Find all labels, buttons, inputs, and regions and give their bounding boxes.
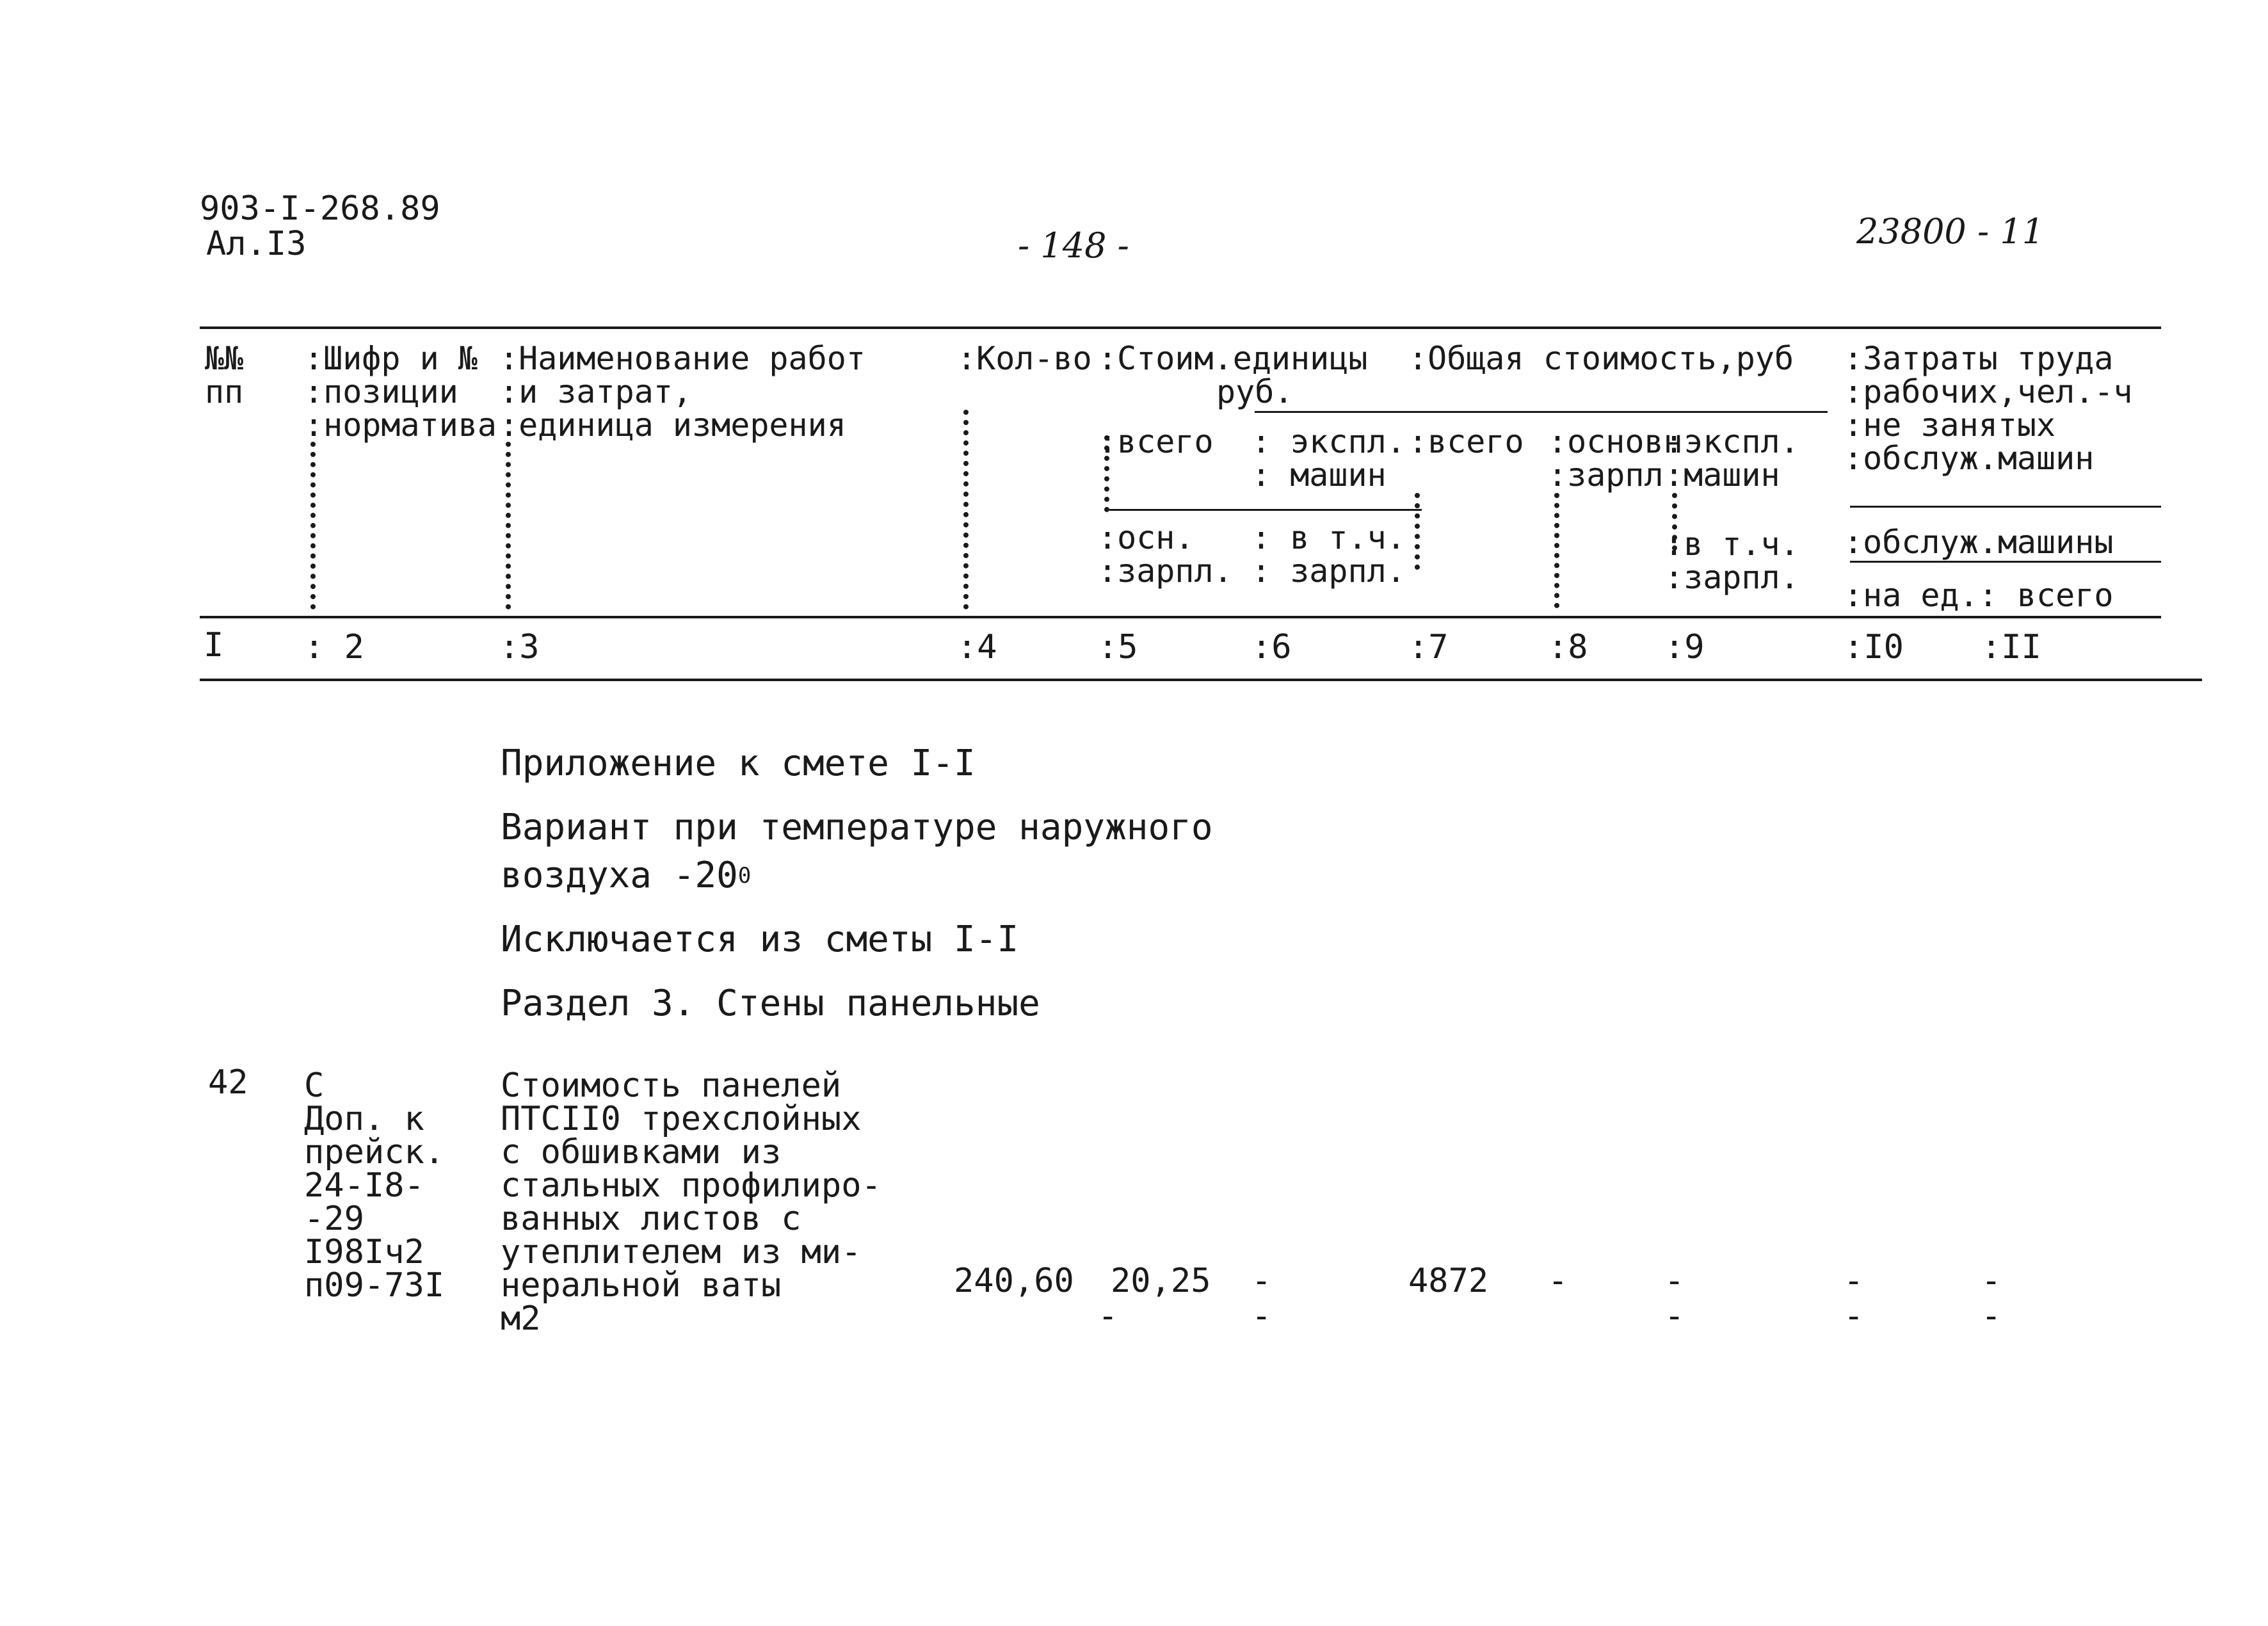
row-name-unit: м2 <box>501 1300 541 1338</box>
separator-dots <box>310 442 316 609</box>
header-col9-bot-line1: :в т.ч. <box>1664 526 1799 563</box>
row-code-line2: Доп. к <box>304 1100 424 1138</box>
row-name-line1: Стоимость панелей <box>501 1067 842 1105</box>
page-number: - 148 - <box>1018 225 1129 266</box>
row-code-line6: I98Iч2 <box>304 1233 424 1271</box>
row-name-line7: неральной ваты <box>501 1266 782 1305</box>
row-code-line4: 24-I8- <box>304 1166 424 1205</box>
header-labor-line3: :не занятых <box>1844 406 2056 444</box>
row-code-line7: п09-73I <box>304 1266 445 1305</box>
column-number-2: : 2 <box>304 628 364 666</box>
table-top-rule <box>200 326 2161 329</box>
header-col6-line1: : экспл. <box>1251 423 1406 460</box>
header-col3-line1: :Наименование работ <box>499 340 865 377</box>
header-col5-wage-line1: :осн. <box>1098 519 1194 556</box>
column-number-8: :8 <box>1548 628 1588 666</box>
header-col9-bot-line2: :зарпл. <box>1664 559 1799 596</box>
column-number-7: :7 <box>1408 628 1449 666</box>
document-code: 903-I-268.89 <box>200 189 440 228</box>
row-name-line2: ПТСII0 трехслойных <box>501 1100 862 1138</box>
variant-note-line2: воздуха $-20^0$ <box>501 855 752 896</box>
section-title: Раздел 3. Стены панельные <box>501 983 1040 1024</box>
column-number-1: I <box>204 626 224 664</box>
row-total-machine-wage: - <box>1664 1297 1685 1335</box>
header-col6-bot-line1: : в т.ч. <box>1251 519 1406 556</box>
row-total-wage: - <box>1548 1262 1568 1300</box>
header-labor-machines: :обслуж.машины <box>1844 524 2114 561</box>
row-unit-machine-wage: - <box>1251 1297 1272 1335</box>
header-labor-line1: :Затраты труда <box>1844 340 2114 377</box>
row-name-line6: утеплителем из ми- <box>501 1233 862 1271</box>
header-labor-line4: :обслуж.машин <box>1844 440 2095 477</box>
header-col3-line3: :единица измерения <box>499 406 846 444</box>
album-number: Ал.I3 <box>206 225 307 263</box>
row-labor-total-2: - <box>1981 1297 2002 1335</box>
column-number-10: :I0 <box>1844 628 1904 666</box>
labor-subrule <box>1850 506 2161 508</box>
total-cost-underline <box>1255 411 1828 413</box>
row-quantity: 240,60 <box>954 1262 1074 1300</box>
header-total-cost-title: :Общая стоимость,руб <box>1408 340 1794 377</box>
excluded-note: Исключается из сметы I-I <box>501 919 1019 960</box>
row-code-line3: прейск. <box>304 1133 445 1171</box>
header-col5-wage-line2: :зарпл. <box>1098 552 1233 590</box>
row-labor-unit-2: - <box>1844 1297 1864 1335</box>
inventory-number: 23800 - 11 <box>1856 211 2045 252</box>
separator-dots <box>1415 493 1420 570</box>
header-col6-bot-line2: : зарпл. <box>1251 552 1406 590</box>
column-number-4: :4 <box>957 628 997 666</box>
row-code-line5: -29 <box>304 1200 364 1238</box>
column-number-3: :3 <box>499 628 540 666</box>
row-total: 4872 <box>1408 1262 1489 1300</box>
header-col2-line3: :норматива <box>304 406 497 444</box>
row-name-line4: стальных профилиро- <box>501 1166 881 1205</box>
header-unit-cost-rub: руб. <box>1216 373 1294 410</box>
column-number-11: :II <box>1981 628 2041 666</box>
row-total-machines: - <box>1664 1262 1685 1300</box>
header-labor-unit-total: :на ед.: всего <box>1844 577 2114 614</box>
column-numbers-rule <box>200 679 2202 681</box>
row-unit-machines: - <box>1251 1262 1272 1300</box>
header-col6-line2: : машин <box>1251 456 1387 494</box>
header-col9-line2: :машин <box>1664 456 1780 494</box>
header-col2-line2: :позиции <box>304 373 458 410</box>
header-col9-line1: :экспл. <box>1664 423 1799 460</box>
row-labor-unit: - <box>1844 1262 1864 1300</box>
appendix-note: Приложение к смете I-I <box>501 743 976 784</box>
row-name-line5: ванных листов с <box>501 1200 801 1238</box>
header-col1-line1: №№ <box>205 340 244 377</box>
header-col5-total: :всего <box>1098 423 1214 460</box>
row-unit-wage: - <box>1098 1297 1118 1335</box>
header-col1-line2: пп <box>205 373 244 410</box>
header-unit-cost-title: :Стоим.единицы <box>1098 340 1368 377</box>
column-number-5: :5 <box>1098 628 1138 666</box>
separator-dots <box>506 442 511 609</box>
unit-cost-subrule <box>1109 509 1422 511</box>
row-number: 42 <box>208 1063 248 1102</box>
variant-note-line1: Вариант при температуре наружного <box>501 807 1213 848</box>
header-col8-line2: :зарпл <box>1548 456 1664 494</box>
row-unit-total: 20,25 <box>1111 1262 1211 1300</box>
header-col2-line1: :Шифр и № <box>304 340 478 377</box>
header-col7-total: :всего <box>1408 423 1524 460</box>
separator-dots <box>963 410 969 609</box>
header-col4: :Кол-во <box>957 340 1092 377</box>
labor-subrule-2 <box>1850 561 2161 563</box>
header-labor-line2: :рабочих,чел.-ч <box>1844 373 2133 410</box>
column-number-6: :6 <box>1251 628 1292 666</box>
header-col8-line1: :основн <box>1548 423 1683 460</box>
row-labor-total: - <box>1981 1262 2002 1300</box>
row-code-line1: С <box>304 1067 325 1105</box>
column-number-9: :9 <box>1664 628 1705 666</box>
header-col3-line2: :и затрат, <box>499 373 693 410</box>
row-name-line3: с обшивками из <box>501 1133 782 1171</box>
header-bottom-rule <box>200 616 2161 618</box>
separator-dots <box>1554 493 1559 608</box>
